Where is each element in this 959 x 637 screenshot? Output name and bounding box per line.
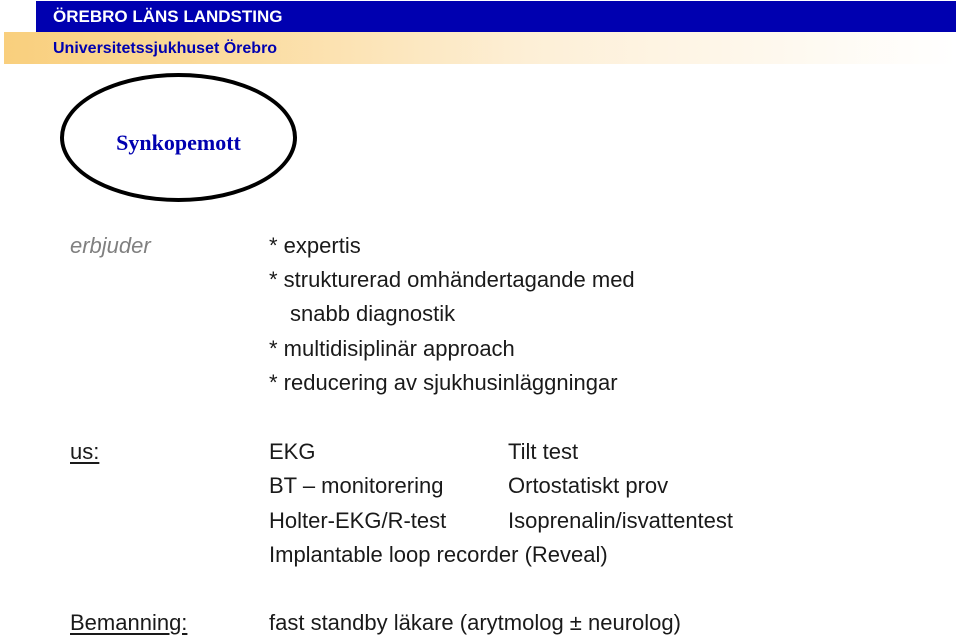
investigation-right-3: Isoprenalin/isvattentest xyxy=(508,508,734,533)
offers-line-1: * expertis xyxy=(269,233,361,258)
investigation-right-1: Tilt test xyxy=(508,439,579,464)
header-bar xyxy=(36,1,956,32)
org-name: ÖREBRO LÄNS LANDSTING xyxy=(53,7,283,26)
investigation-left-3: Holter-EKG/R-test xyxy=(269,508,447,533)
staffing-label: Bemanning: xyxy=(70,610,188,635)
investigation-left-1: EKG xyxy=(269,439,316,464)
offers-line-5: * reducering av sjukhusinläggningar xyxy=(269,370,618,395)
hospital-name: Universitetssjukhuset Örebro xyxy=(53,40,278,57)
offers-line-3: snabb diagnostik xyxy=(290,301,456,326)
page-title: Synkopemott xyxy=(116,130,241,155)
investigations-label: us: xyxy=(70,439,100,464)
subheader-bar xyxy=(4,32,956,64)
investigation-left-2: BT – monitorering xyxy=(269,473,444,498)
offers-label: erbjuder xyxy=(70,233,151,258)
investigation-full: Implantable loop recorder (Reveal) xyxy=(269,542,608,567)
offers-line-4: * multidisiplinär approach xyxy=(269,336,515,361)
staffing-value: fast standby läkare (arytmolog ± neurolog) xyxy=(269,610,681,635)
investigation-right-2: Ortostatiskt prov xyxy=(508,473,669,498)
offers-line-2: * strukturerad omhändertagande med xyxy=(269,267,635,292)
title-ellipse xyxy=(60,73,297,202)
